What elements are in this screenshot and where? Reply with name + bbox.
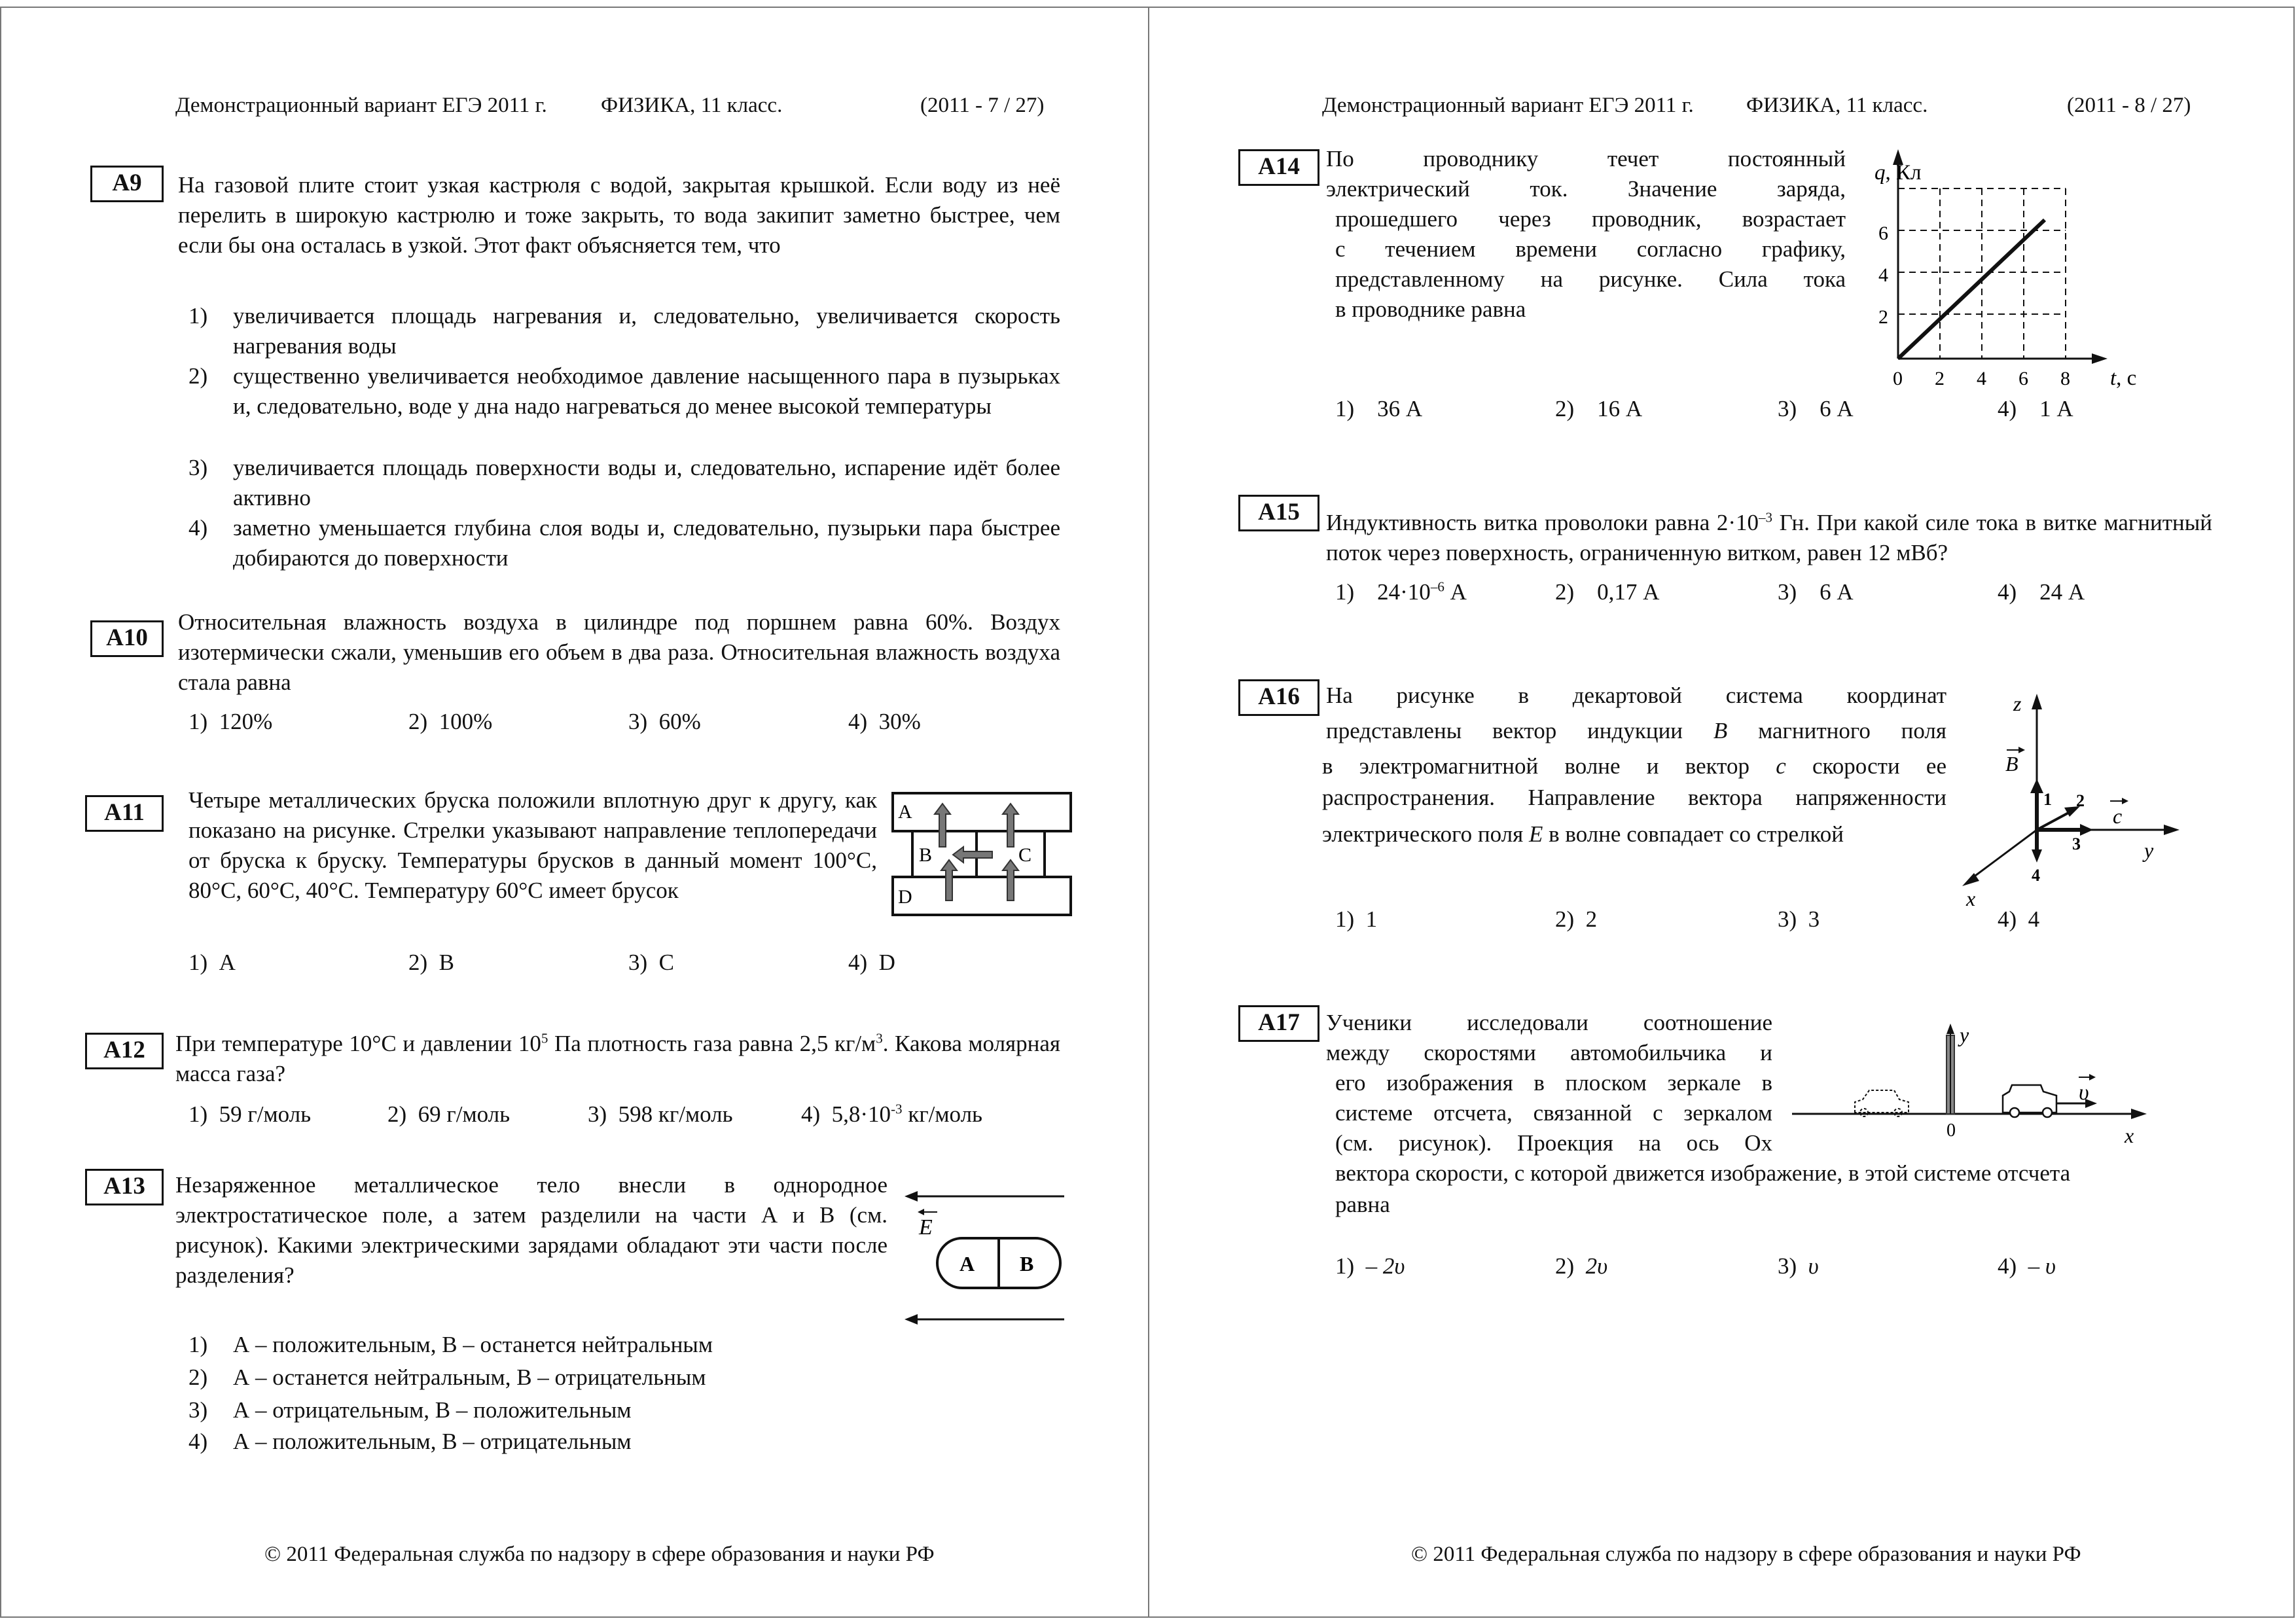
a11-question-text: Четыре металлических бруска положили вплотную друг к другу, как показано на рисунке. Стрелки указывают направление теплопередачи от бруска к бруску. Температуры брусков в данный момент 100°С, 80°С, 60°С, 40°С. Температуру 60°С имеет брусок — [188, 787, 877, 903]
a17-option-1-number: 1) — [1335, 1253, 1355, 1279]
right-header-title: Демонстрационный вариант ЕГЭ 2011 г. — [1322, 94, 1694, 117]
a9-question-text: На газовой плите стоит узкая кастрюля с водой, закрытая крышкой. Если воду из неё перелить в широкую кастрюлю и тоже закрыть, то вода закипит заметно быстрее, чем если бы она осталась в узкой. Этот факт объясняется тем, что — [178, 172, 1060, 258]
a14-line-2: электрический ток. Значение заряда, — [1326, 176, 1846, 202]
a10-question-text: Относительная влажность воздуха в цилиндре под поршнем равна 60%. Воздух изотермически сжали, уменьшив его объем в два раза. Относительная влажность воздуха стала равна — [178, 609, 1060, 695]
field-line-bottom-arrowhead — [905, 1314, 918, 1325]
right-footer-copyright: © 2011 Федеральная служба по надзору в сфере образования и науки РФ — [1411, 1543, 2081, 1566]
a15-option-3-number: 3) — [1778, 579, 1797, 605]
a10-option-3[interactable] — [628, 707, 701, 737]
a9-option-4[interactable]: заметно уменьшается глубина слоя воды и, следовательно, пузырьки пара быстрее добираются до поверхности — [233, 515, 1060, 571]
a14-xtick-8: 8 — [2060, 368, 2070, 389]
a16-y-arrowhead — [2164, 825, 2179, 835]
block-d — [893, 877, 1071, 915]
a16-c-label: c — [2113, 804, 2123, 828]
a14-ytick-6: 6 — [1878, 223, 1888, 244]
a16-label-4: 4 — [2032, 866, 2040, 885]
left-header-page: (2011 - 7 / 27) — [920, 94, 1045, 117]
a9-option-1-number: 1) — [188, 303, 208, 329]
a15-option-4[interactable] — [1998, 577, 2085, 607]
a17-line-3: его изображения в плоском зеркале в — [1335, 1070, 1772, 1096]
a14-x-axis-arrowhead — [2092, 353, 2108, 364]
a14-xtick-2: 2 — [1935, 368, 1945, 389]
a9-option-4-number: 4) — [188, 515, 208, 541]
a10-option-4-number: 4) — [848, 709, 868, 734]
a12-text-part-1: При температуре 10°С и давлении 10 — [175, 1031, 541, 1056]
a15-option-1[interactable] — [1335, 577, 1467, 607]
a9-option-3-number: 3) — [188, 455, 208, 480]
question-id-a10: A10 — [90, 620, 164, 657]
field-label-e-vector-arrowhead — [918, 1209, 924, 1215]
a12-text-part-2: Па плотность газа равна 2,5 кг/м — [548, 1031, 876, 1056]
a14-option-2[interactable] — [1555, 394, 1642, 424]
a10-option-3-text: 60% — [658, 709, 701, 734]
a16-vector-e: E — [1528, 821, 1543, 847]
a12-option-3[interactable] — [588, 1099, 733, 1130]
a14-option-3[interactable] — [1778, 394, 1854, 424]
a17-x-arrowhead — [2131, 1109, 2147, 1119]
a10-option-1-number: 1) — [188, 709, 208, 734]
a16-option-2-number: 2) — [1555, 906, 1575, 932]
a16-vector-b: B — [1713, 718, 1728, 743]
a10-option-1[interactable] — [188, 707, 272, 737]
a12-option-2[interactable] — [387, 1099, 510, 1130]
a17-option-3[interactable] — [1778, 1251, 1819, 1281]
a16-arrow-1-head — [2030, 779, 2043, 793]
a12-question-text — [175, 1029, 1060, 1089]
a11-figure-blocks — [890, 791, 1075, 919]
a14-line-1: По проводнику течет постоянный — [1326, 146, 1846, 171]
a16-option-4-text: 4 — [2028, 906, 2040, 932]
a17-option-2-number: 2) — [1555, 1253, 1575, 1279]
a11-option-4-text: D — [878, 950, 895, 975]
a12-text-exponent-2: 3 — [876, 1030, 883, 1046]
block-a — [893, 793, 1071, 831]
a16-option-4[interactable] — [1998, 904, 2039, 935]
a17-y-label: y — [1960, 1023, 1969, 1046]
a15-option-3-text: 6 А — [1820, 579, 1854, 605]
body-label-a: A — [960, 1252, 975, 1275]
a14-option-1-text: 36 А — [1377, 396, 1423, 421]
body-label-b: B — [1020, 1252, 1034, 1275]
a14-y-label: q, Кл — [1874, 161, 1922, 185]
a17-origin-label: 0 — [1946, 1120, 1956, 1141]
a16-x-label: x — [1966, 887, 1976, 906]
a12-option-1-number: 1) — [188, 1101, 208, 1127]
a11-option-1-number: 1) — [188, 950, 208, 975]
a17-v-label-arrowhead — [2089, 1074, 2096, 1080]
a14-line-5: представленному на рисунке. Сила тока — [1335, 266, 1846, 292]
a17-option-1-text: – 2υ — [1365, 1253, 1405, 1279]
block-b-label: B — [919, 844, 933, 866]
question-id-a11: A11 — [85, 795, 164, 832]
question-id-a13: A13 — [85, 1169, 164, 1205]
a17-image-car — [1855, 1090, 1909, 1116]
a16-vector-arrows — [1695, 708, 1703, 839]
left-header-subject: ФИЗИКА, 11 класс. — [601, 94, 783, 117]
a16-line-3-tail: скорости ее — [1785, 753, 1946, 779]
a16-option-3-text: 3 — [1808, 906, 1820, 932]
a14-xtick-6: 6 — [2018, 368, 2028, 389]
a17-line-6: вектора скорости, с которой движется изображение, в этой системе отсчета — [1335, 1160, 2071, 1186]
a14-option-3-number: 3) — [1778, 396, 1797, 421]
question-id-a17: A17 — [1238, 1005, 1319, 1042]
a14-option-2-number: 2) — [1555, 396, 1575, 421]
a15-option-4-text: 24 А — [2039, 579, 2085, 605]
a14-option-4-text: 1 А — [2039, 396, 2073, 421]
a14-option-4[interactable] — [1998, 394, 2073, 424]
a15-option-1-exponent: –6 — [1430, 579, 1444, 595]
a13-figure-field — [903, 1183, 1067, 1329]
a16-arrow-2 — [2037, 812, 2071, 830]
a15-option-2-text: 0,17 А — [1597, 579, 1660, 605]
a17-option-3-number: 3) — [1778, 1253, 1797, 1279]
a16-y-label: y — [2144, 838, 2154, 862]
a11-option-2[interactable] — [408, 948, 454, 978]
a12-option-4-unit: кг/моль — [902, 1101, 983, 1127]
a9-option-3[interactable]: увеличивается площадь поверхности воды и, следовательно, испарение идёт более активно — [233, 455, 1060, 510]
a11-option-4-number: 4) — [848, 950, 868, 975]
a12-option-3-text: 598 кг/моль — [618, 1101, 733, 1127]
a12-text-part-3: . Какова молярная масса газа? — [175, 1031, 1061, 1086]
a11-option-3-number: 3) — [628, 950, 648, 975]
a15-text-part-1: Индуктивность витка проволоки равна 2·10 — [1326, 510, 1759, 535]
a16-line-2 — [1326, 716, 1946, 746]
a12-option-4-number: 4) — [801, 1101, 821, 1127]
block-a-label: A — [898, 801, 912, 823]
a11-option-2-text: B — [439, 950, 455, 975]
a11-option-4[interactable] — [848, 948, 895, 978]
a12-option-4-text: 5,8·10 — [831, 1101, 891, 1127]
a17-option-4-number: 4) — [1998, 1253, 2017, 1279]
a16-vector-c: c — [1776, 753, 1786, 779]
a17-line-5: (см. рисунок). Проекция на ось Ox — [1335, 1130, 1772, 1156]
a16-option-2[interactable] — [1555, 904, 1597, 935]
a17-figure-mirror — [1787, 1022, 2153, 1147]
a14-charge-line — [1898, 220, 2045, 359]
a16-b-label-arrowhead — [2018, 747, 2025, 753]
a10-option-3-number: 3) — [628, 709, 648, 734]
a14-line-4: с течением времени согласно графику, — [1335, 236, 1846, 262]
left-footer-copyright: © 2011 Федеральная служба по надзору в сфере образования и науки РФ — [264, 1543, 935, 1566]
a14-line-6: в проводнике равна — [1335, 296, 1526, 322]
a9-option-1[interactable]: увеличивается площадь нагревания и, следовательно, увеличивается скорость нагревания воды — [233, 303, 1060, 359]
a16-line-4: распространения. Направление вектора напряженности — [1322, 785, 1946, 810]
a16-label-3: 3 — [2072, 834, 2081, 853]
a14-ytick-4: 4 — [1878, 264, 1888, 286]
a17-line-4: системе отсчета, связанной с зеркалом — [1335, 1100, 1772, 1126]
a15-option-1-unit: А — [1444, 579, 1467, 605]
a14-graph — [1872, 145, 2147, 394]
a16-line-2-text: представлены вектор индукции — [1326, 718, 1713, 743]
a17-line-1: Ученики исследовали соотношение — [1326, 1010, 1772, 1035]
a13-option-2[interactable]: А – останется нейтральным, В – отрицательным — [233, 1364, 706, 1390]
a12-option-4-exponent: -3 — [891, 1101, 903, 1117]
field-label-e: E — [919, 1215, 933, 1240]
a10-option-2-text: 100% — [439, 709, 493, 734]
a17-option-3-text: υ — [1808, 1253, 1819, 1279]
a10-option-2-number: 2) — [408, 709, 428, 734]
a17-option-4-text: – υ — [2028, 1253, 2056, 1279]
a15-option-2[interactable] — [1555, 577, 1659, 607]
a16-figure-axes — [1953, 690, 2186, 906]
a14-option-2-text: 16 А — [1597, 396, 1643, 421]
a16-line-5-tail: в волне совпадает со стрелкой — [1543, 821, 1844, 847]
a15-option-2-number: 2) — [1555, 579, 1575, 605]
a16-option-1[interactable] — [1335, 904, 1377, 935]
field-line-top-arrowhead — [905, 1191, 918, 1202]
a16-line-5-text: электрического поля — [1322, 821, 1529, 847]
a14-option-3-text: 6 А — [1820, 396, 1854, 421]
a16-line-3 — [1322, 751, 1946, 781]
a12-option-3-number: 3) — [588, 1101, 607, 1127]
question-id-a14: A14 — [1238, 149, 1319, 186]
a16-option-4-number: 4) — [1998, 906, 2017, 932]
a16-option-2-text: 2 — [1585, 906, 1598, 932]
a16-c-label-arrowhead — [2122, 798, 2128, 804]
a10-option-4[interactable] — [848, 707, 921, 737]
a14-xtick-0: 0 — [1893, 368, 1903, 389]
a15-option-1-text: 24·10 — [1377, 579, 1431, 605]
block-d-label: D — [898, 886, 912, 908]
question-id-a9: A9 — [90, 166, 164, 202]
a16-b-label: B — [2005, 752, 2018, 776]
question-id-a16: A16 — [1238, 679, 1319, 716]
a10-option-4-text: 30% — [878, 709, 921, 734]
a16-arrow-3-head — [2080, 824, 2093, 836]
a17-x-label: x — [2125, 1124, 2134, 1147]
a14-line-3: прошедшего через проводник, возрастает — [1335, 206, 1846, 232]
a17-option-2-text: 2υ — [1585, 1253, 1608, 1279]
a11-option-2-number: 2) — [408, 950, 428, 975]
a16-line-1: На рисунке в декартовой система координат — [1326, 683, 1946, 708]
a13-option-1[interactable]: А – положительным, В – останется нейтральным — [233, 1332, 713, 1357]
a15-option-1-number: 1) — [1335, 579, 1355, 605]
a17-option-2[interactable] — [1555, 1251, 1607, 1281]
a16-z-label: z — [2013, 692, 2022, 715]
a15-question-text — [1326, 508, 2212, 568]
a16-x-axis — [1970, 830, 2037, 880]
a14-x-label: t, с — [2110, 366, 2137, 390]
a17-line-2: между скоростями автомобильчика и — [1326, 1040, 1772, 1065]
a13-option-3[interactable]: А – отрицательным, В – положительным — [233, 1397, 632, 1423]
a15-text-exponent: –3 — [1758, 509, 1772, 526]
a14-option-1-number: 1) — [1335, 396, 1355, 421]
a17-v-label: υ — [2079, 1080, 2089, 1105]
a9-option-2[interactable]: существенно увеличивается необходимое давление насыщенного пара в пузырьках и, следовательно, воде у дна надо нагреваться до менее высокой температуры — [233, 363, 1060, 419]
a13-option-2-number: 2) — [188, 1364, 208, 1390]
a15-option-4-number: 4) — [1998, 579, 2017, 605]
a16-line-3-text: в электромагнитной волне и вектор — [1322, 753, 1776, 779]
a12-option-1-text: 59 г/моль — [219, 1101, 312, 1127]
a12-option-2-number: 2) — [387, 1101, 407, 1127]
a17-y-arrowhead — [1946, 1024, 1954, 1034]
a16-option-3-number: 3) — [1778, 906, 1797, 932]
a13-option-1-number: 1) — [188, 1332, 208, 1357]
a16-arrow-4-head — [2032, 849, 2042, 863]
a9-option-2-number: 2) — [188, 363, 208, 389]
a15-text-part-2: Гн. При какой силе тока в витке магнитный поток через поверхность, ограниченную витком, равен 12 мВб? — [1326, 510, 2212, 565]
a17-option-1[interactable] — [1335, 1251, 1405, 1281]
a13-option-3-number: 3) — [188, 1397, 208, 1423]
right-header-page: (2011 - 8 / 27) — [2067, 94, 2191, 117]
question-id-a15: A15 — [1238, 495, 1319, 531]
a16-option-1-text: 1 — [1365, 906, 1378, 932]
a16-option-3[interactable] — [1778, 904, 1820, 935]
a12-option-1[interactable] — [188, 1099, 311, 1130]
block-c-label: C — [1018, 844, 1032, 866]
a11-option-3-text: C — [658, 950, 675, 975]
right-header-subject: ФИЗИКА, 11 класс. — [1746, 94, 1928, 117]
a14-option-4-number: 4) — [1998, 396, 2017, 421]
a11-option-1-text: A — [219, 950, 236, 975]
a13-option-4[interactable]: А – положительным, В – отрицательным — [233, 1429, 632, 1454]
a17-line-7: равна — [1335, 1192, 1390, 1217]
a11-option-1[interactable] — [188, 948, 236, 978]
a15-option-3[interactable] — [1778, 577, 1854, 607]
a12-option-4[interactable] — [801, 1099, 982, 1130]
a16-label-2: 2 — [2076, 791, 2085, 810]
question-id-a12: A12 — [85, 1033, 164, 1069]
a12-text-exponent-1: 5 — [541, 1030, 548, 1046]
a11-option-3[interactable] — [628, 948, 674, 978]
a16-z-arrowhead — [2032, 694, 2042, 709]
a16-line-5 — [1322, 819, 1946, 849]
a14-xtick-4: 4 — [1977, 368, 1986, 389]
a16-label-1: 1 — [2043, 790, 2052, 809]
a14-ytick-2: 2 — [1878, 306, 1888, 328]
a10-option-1-text: 120% — [219, 709, 273, 734]
a16-line-2-tail: магнитного поля — [1727, 718, 1946, 743]
a12-option-2-text: 69 г/моль — [418, 1101, 511, 1127]
a13-question-text: Незаряженное металлическое тело внесли в однородное электростатическое поле, а затем разделили на части А и В (см. рисунок). Какими электрическими зарядами обладают эти части после разделения? — [175, 1172, 888, 1288]
a16-option-1-number: 1) — [1335, 906, 1355, 932]
left-header-title: Демонстрационный вариант ЕГЭ 2011 г. — [175, 94, 547, 117]
a17-option-4[interactable] — [1998, 1251, 2056, 1281]
a13-option-4-number: 4) — [188, 1429, 208, 1454]
a14-option-1[interactable] — [1335, 394, 1422, 424]
a17-car — [2003, 1085, 2056, 1117]
a10-option-2[interactable] — [408, 707, 492, 737]
